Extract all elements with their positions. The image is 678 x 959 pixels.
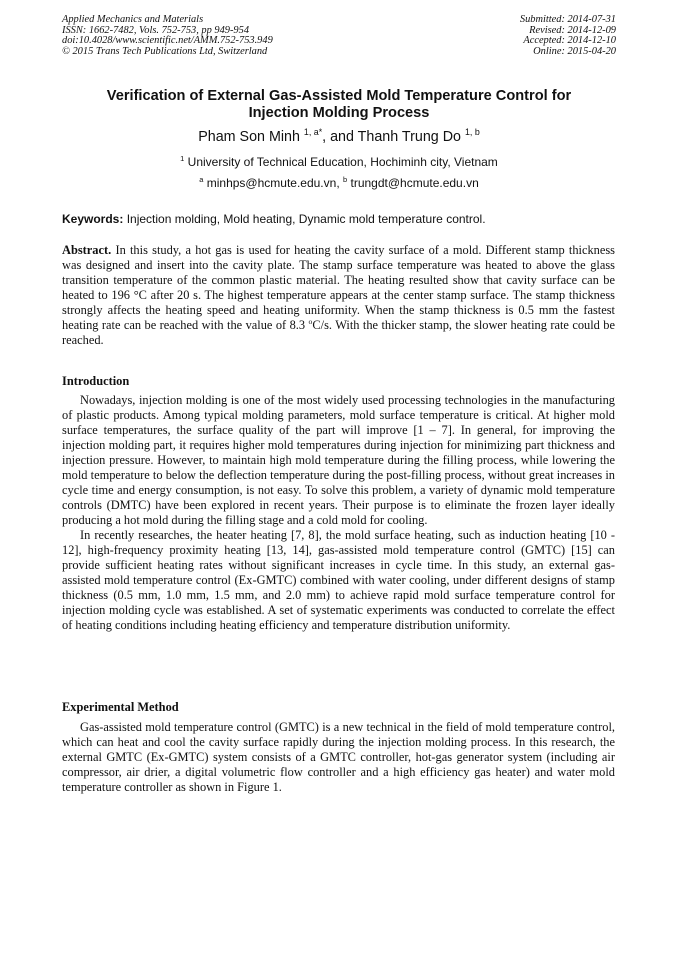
author-2-affiliation: 1, b [464,127,480,138]
keywords [62,212,618,226]
experimental-heading: Experimental Method [62,700,179,714]
email-b-marker: b [343,175,348,184]
journal-info [62,15,402,57]
introduction-body [62,393,615,633]
author-1-affiliation: 1, a* [303,127,323,138]
title-line-1: Verification of External Gas-Assisted Mold Temperature Control for [106,88,572,104]
doi-line: doi:10.4028/www.scientific.net/AMM.752-753.949 [62,35,273,47]
copyright-line: © 2015 Trans Tech Publications Ltd, Switzerland [62,45,268,57]
paper-title [60,88,618,122]
experimental-body [62,720,615,795]
issn-line: ISSN: 1662-7482, Vols. 752-753, pp 949-954 [62,24,250,36]
abstract-paragraph [62,243,615,348]
accepted-date: Accepted: 2014-12-10 [523,35,616,47]
degree-superscript: o [308,316,313,326]
introduction-paragraph-1: Nowadays, injection molding is one of the most widely used processing technologies in the manufacturing of plastic products. Among typical molding parameters, mold surface temperature is critical. At higher mold surface temperatures, the surface quality of the part will improve [1 – 7]. In general, for improving the injection molding part, it requires higher mold temperatures during injection for minimizing part thickness and injection pressure. However, to maintain high mold temperature during the filling process, while lowering the mold temperature to below the deflection temperature during the post-filling process, without great increases in cycle time and energy consumption, is not easy. To solve this problem, a variety of dynamic mold temperature controls (DMTC) have been explored in recent years. Their purpose is to eliminate the frozen layer ideally producing a hot mold during the filling stage and a cold mold for cooling. [62,393,615,527]
email-a-marker: a [199,175,204,184]
revised-date: Revised: 2014-12-09 [529,24,616,36]
journal-name: Applied Mechanics and Materials [62,14,204,25]
publication-dates [396,15,616,57]
introduction-heading: Introduction [62,374,130,388]
abstract-label: Abstract. [62,243,112,257]
online-date: Online: 2015-04-20 [533,45,616,57]
title-line-2: Injection Molding Process [248,105,430,121]
abstract [62,243,615,348]
author-list [60,128,618,146]
keywords-text: Injection molding, Mold heating, Dynamic mold temperature control. [126,212,486,226]
abstract-text-2: C/s. With the thicker stamp, the slower heating rate could be reached. [62,318,615,347]
author-2: Thanh Trung Do [357,129,461,145]
author-1: Pham Son Minh [198,129,300,145]
submitted-date: Submitted: 2014-07-31 [519,14,616,25]
email-b[interactable]: trungdt@hcmute.edu.vn [350,176,479,190]
email-a[interactable]: minhps@hcmute.edu.vn, [206,176,340,190]
affiliation-text: University of Technical Education, Hochiminh city, Vietnam [187,155,498,169]
keywords-label: Keywords: [62,212,124,226]
experimental-paragraph-1: Gas-assisted mold temperature control (GMTC) is a new technical in the field of mold temperature control, which can heat and cool the cavity surface rapidly during the injection molding process. In this research, the external GMTC (Ex-GMTC) system consists of a GMTC controller, hot-gas generator system (including air compressor, air drier, a digital volumetric flow controller and a high efficiency gas heater) and water mold temperature controller as shown in Figure 1. [62,720,615,794]
author-separator: , and [322,129,358,145]
affiliation-marker: 1 [180,154,185,163]
affiliation [60,155,618,169]
author-emails [60,176,618,190]
abstract-text-1: In this study, a hot gas is used for heating the cavity surface of a mold. Different stamp thickness was designed and insert into the cavity plate. The stamp surface temperature was heated to above the glass transition temperature of the common plastic material. The heating resulted show that cavity surface can be heated to 196 °C after 20 s. The highest temperature appears at the center stamp surface. The stamp thickness strongly affects the heating speed and heating uniformity. When the stamp thickness is 0.5 mm the fastest heating rate can be reached with the value of 8.3 [62,243,615,332]
introduction-paragraph-2: In recently researches, the heater heating [7, 8], the mold surface heating, such as induction heating [10 - 12], high-frequency proximity heating [13, 14], gas-assisted mold temperature control (GMTC) [15] can provide sufficient heating rates without significant increases in cycle time. In this study, an external gas-assisted mold temperature control (Ex-GMTC) combined with water cooling, under different designs of stamp thickness (0.5 mm, 1.0 mm, 1.5 mm, and 2.0 mm) to achieve rapid mold surface temperature control for injection molding cycle was established. A set of systematic experiments was conducted to correlate the effect of heating conditions including heating efficiency and temperature distribution uniformity. [62,528,615,632]
